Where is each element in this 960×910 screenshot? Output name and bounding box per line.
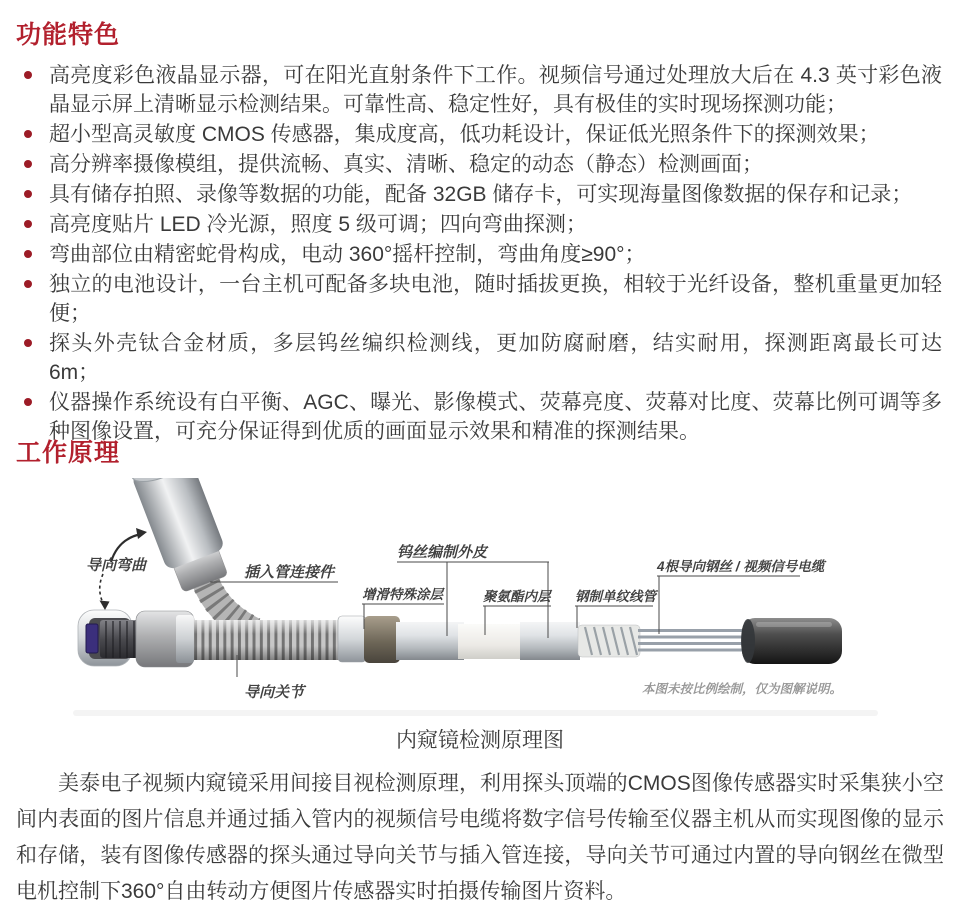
bullet-dot-icon	[24, 130, 32, 138]
bullet-dot-icon	[24, 190, 32, 198]
bullet-dot-icon	[24, 250, 32, 258]
label-steel-mono-tube: 钢制单纹线管	[575, 589, 656, 604]
diagram-caption: 内窥镜检测原理图	[396, 729, 564, 752]
list-item	[16, 150, 942, 179]
bullet-dot-icon	[24, 398, 32, 406]
list-item-text: 高亮度彩色液晶显示器，可在阳光直射条件下工作。视频信号通过处理放大后在 4.3 英寸彩色液晶显示屏上清晰显示检测结果。可靠性高、稳定性好，具有极佳的实时现场探测功能；	[49, 64, 942, 116]
list-item-text: 弯曲部位由精密蛇骨构成，电动 360°摇杆控制，弯曲角度≥90°；	[49, 243, 646, 266]
guide-joint-graphic	[194, 620, 340, 660]
list-item	[16, 210, 942, 239]
list-item-text: 高分辨率摄像模组，提供流畅、真实、清晰、稳定的动态（静态）检测画面；	[49, 153, 763, 176]
section-title-features: 功能特色	[16, 21, 121, 49]
bullet-dot-icon	[24, 220, 32, 228]
endoscope-diagram	[0, 478, 960, 723]
list-item	[16, 180, 942, 209]
label-tungsten-braided-skin: 钨丝编制外皮	[397, 544, 488, 561]
list-item	[16, 61, 942, 119]
list-item	[16, 329, 942, 387]
coating-band-graphic	[364, 616, 400, 663]
insertion-tube-graphic	[396, 622, 746, 660]
list-item-text: 超小型高灵敏度 CMOS 传感器，集成度高，低功耗设计，保证低光照条件下的探测效果；	[49, 123, 880, 146]
list-item-text: 探头外壳钛合金材质，多层钨丝编织检测线，更加防腐耐磨，结实耐用，探测距离最长可达 6m；	[49, 332, 942, 384]
cable-graphic	[741, 618, 842, 664]
label-guide-wires-cable: 4根导向钢丝 / 视频信号电缆	[657, 559, 825, 574]
diagram-base-strip	[73, 710, 878, 716]
bullet-dot-icon	[24, 71, 32, 79]
guide-wires-graphic	[638, 629, 746, 652]
label-scale-note: 本图未按比例绘制，仅为图解说明。	[641, 682, 842, 696]
principle-paragraph: 美泰电子视频内窥镜采用间接目视检测原理，利用探头顶端的CMOS图像传感器实时采集狭小空间内表面的图片信息并通过插入管内的视频信号电缆将数字信号传输至仪器主机从而实现图像的显示和存储，装有图像传感器的探头通过导向关节与插入管连接，导向关节可通过内置的导向钢丝在微型电机控制下360°自由转动方便图片传感器实时拍摄传输图片资料。	[16, 772, 944, 903]
features-list	[16, 61, 942, 447]
arrowhead-down-icon	[100, 601, 110, 611]
label-guide-bend: 导向弯曲	[86, 557, 147, 574]
list-item-text: 独立的电池设计，一台主机可配备多块电池，随时插拔更换，相较于光纤设备，整机重量更加轻便；	[49, 273, 942, 325]
list-item-text: 仪器操作系统设有白平衡、AGC、曝光、影像模式、荧幕亮度、荧幕对比度、荧幕比例可调等多种图像设置，可充分保证得到优质的画面显示效果和精准的探测结果。	[49, 391, 942, 443]
probe-head-graphic	[78, 610, 194, 667]
list-item-text: 具有储存拍照、录像等数据的功能，配备 32GB 储存卡，可实现海量图像数据的保存和记录；	[49, 183, 913, 206]
list-item-text: 高亮度贴片 LED 冷光源，照度 5 级可调；四向弯曲探测；	[49, 213, 587, 236]
list-item	[16, 120, 942, 149]
connector-ring-graphic	[338, 616, 366, 662]
lens-window	[86, 624, 98, 653]
label-slip-coating: 增滑特殊涂层	[362, 587, 443, 602]
list-item	[16, 270, 942, 328]
bullet-dot-icon	[24, 339, 32, 347]
list-item	[16, 388, 942, 446]
list-item	[16, 240, 942, 269]
bullet-dot-icon	[24, 280, 32, 288]
endoscope-diagram-svg	[0, 478, 960, 723]
label-polyurethane-inner: 聚氨酯内层	[483, 589, 551, 604]
section-title-principle: 工作原理	[16, 439, 121, 467]
label-guide-joint: 导向关节	[244, 684, 305, 701]
label-insert-tube-connector: 插入管连接件	[244, 564, 335, 581]
arrowhead-up-icon	[136, 528, 147, 539]
bullet-dot-icon	[24, 160, 32, 168]
bent-tip-graphic	[128, 478, 235, 595]
